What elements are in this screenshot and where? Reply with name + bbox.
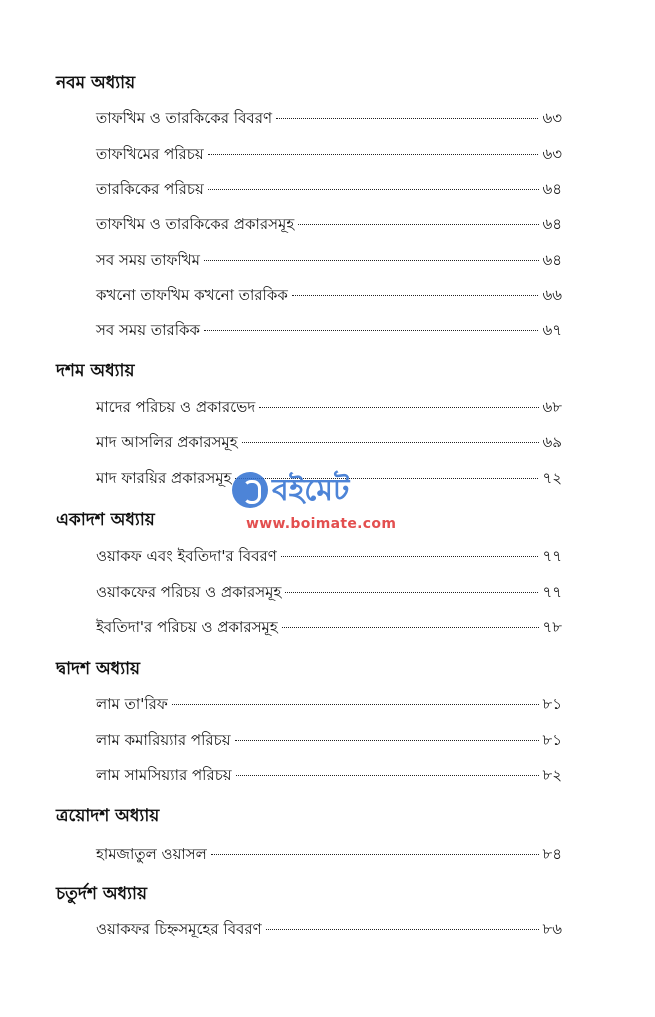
entry-page: ৬৩ [542, 145, 562, 163]
entry-page: ৬৪ [542, 215, 562, 233]
entry-title: তাফখিমের পরিচয় [96, 145, 204, 163]
dot-leader [285, 592, 538, 593]
entry-title: তাফখিম ও তারকিকের প্রকারসমূহ [96, 215, 295, 233]
toc-entry[interactable] [96, 249, 562, 271]
toc-entry[interactable] [96, 581, 562, 603]
dot-leader [204, 330, 538, 331]
chapter-heading: ত্রয়োদশ অধ্যায় [56, 806, 160, 826]
dot-leader [266, 929, 539, 930]
entry-page: ৭২ [542, 469, 562, 487]
toc-entry[interactable] [96, 431, 562, 453]
entry-title: সব সময় তাফখিম [96, 251, 200, 269]
chapter-heading: দশম অধ্যায় [56, 361, 135, 381]
dot-leader [172, 704, 539, 705]
entry-title: ওয়াকফের পরিচয় ও প্রকারসমূহ [96, 583, 282, 601]
toc-entry[interactable] [96, 284, 562, 306]
dot-leader [242, 442, 539, 443]
toc-entry[interactable] [96, 918, 562, 940]
toc-entry[interactable] [96, 729, 562, 751]
entry-page: ৭৭ [542, 583, 562, 601]
entry-title: লাম তা'রিফ [96, 695, 168, 713]
toc-entry[interactable] [96, 143, 562, 165]
entry-page: ৬৯ [542, 433, 562, 451]
dot-leader [235, 740, 539, 741]
dot-leader [259, 407, 538, 408]
paperclip-logo-icon [232, 472, 268, 508]
entry-title: ওয়াকফর চিহ্নসমূহের বিবরণ [96, 920, 262, 938]
toc-entry[interactable] [96, 178, 562, 200]
dot-leader [282, 627, 539, 628]
entry-page: ৮১ [542, 731, 562, 749]
toc-entry[interactable] [96, 213, 562, 235]
dot-leader [276, 118, 538, 119]
entry-title: লাম সামসিয়্যার পরিচয় [96, 766, 232, 784]
watermark [232, 472, 432, 542]
entry-page: ৬৩ [542, 109, 562, 127]
watermark-url: www.boimate.com [246, 516, 397, 532]
entry-page: ৭৭ [542, 547, 562, 565]
entry-page: ৮৬ [542, 920, 562, 938]
chapter-heading: একাদশ অধ্যায় [56, 510, 155, 530]
toc-entry[interactable] [96, 616, 562, 638]
dot-leader [281, 556, 539, 557]
entry-page: ৬৮ [542, 398, 562, 416]
dot-leader [211, 854, 539, 855]
chapter-heading: দ্বাদশ অধ্যায় [56, 659, 141, 679]
watermark-brand: বইমেট [272, 473, 350, 508]
entry-title: তারকিকের পরিচয় [96, 180, 204, 198]
entry-title: মাদ ফারয়ির প্রকারসমূহ [96, 469, 232, 487]
dot-leader [298, 224, 538, 225]
entry-title: লাম কমারিয়্যার পরিচয় [96, 731, 231, 749]
entry-title: সব সময় তারকিক [96, 321, 201, 339]
toc-entry[interactable] [96, 764, 562, 786]
toc-entry[interactable] [96, 396, 562, 418]
dot-leader [208, 154, 539, 155]
entry-title: মাদের পরিচয় ও প্রকারভেদ [96, 398, 256, 416]
entry-title: কখনো তাফখিম কখনো তারকিক [96, 286, 288, 304]
toc-entry[interactable] [96, 545, 562, 567]
dot-leader [292, 295, 539, 296]
entry-page: ৮৪ [542, 845, 562, 863]
entry-page: ৬৭ [542, 321, 562, 339]
chapter-heading: নবম অধ্যায় [56, 73, 136, 93]
entry-title: হামজাতুল ওয়াসল [96, 845, 207, 863]
entry-title: মাদ আসলির প্রকারসমূহ [96, 433, 238, 451]
toc-entry[interactable] [96, 843, 562, 865]
entry-page: ৭৮ [542, 618, 562, 636]
entry-page: ৬৪ [542, 180, 562, 198]
dot-leader [208, 189, 539, 190]
entry-title: তাফখিম ও তারকিকের বিবরণ [96, 109, 273, 127]
dot-leader [204, 260, 539, 261]
entry-page: ৬৬ [542, 286, 562, 304]
entry-page: ৮২ [542, 766, 562, 784]
entry-title: ওয়াকফ এবং ইবতিদা'র বিবরণ [96, 547, 277, 565]
entry-page: ৮১ [542, 695, 562, 713]
entry-title: ইবতিদা'র পরিচয় ও প্রকারসমূহ [96, 618, 278, 636]
toc-entry[interactable] [96, 107, 562, 129]
toc-entry[interactable] [96, 693, 562, 715]
chapter-heading: চতুর্দশ অধ্যায় [56, 884, 147, 904]
toc-entry[interactable] [96, 319, 562, 341]
dot-leader [236, 775, 539, 776]
entry-page: ৬৪ [542, 251, 562, 269]
